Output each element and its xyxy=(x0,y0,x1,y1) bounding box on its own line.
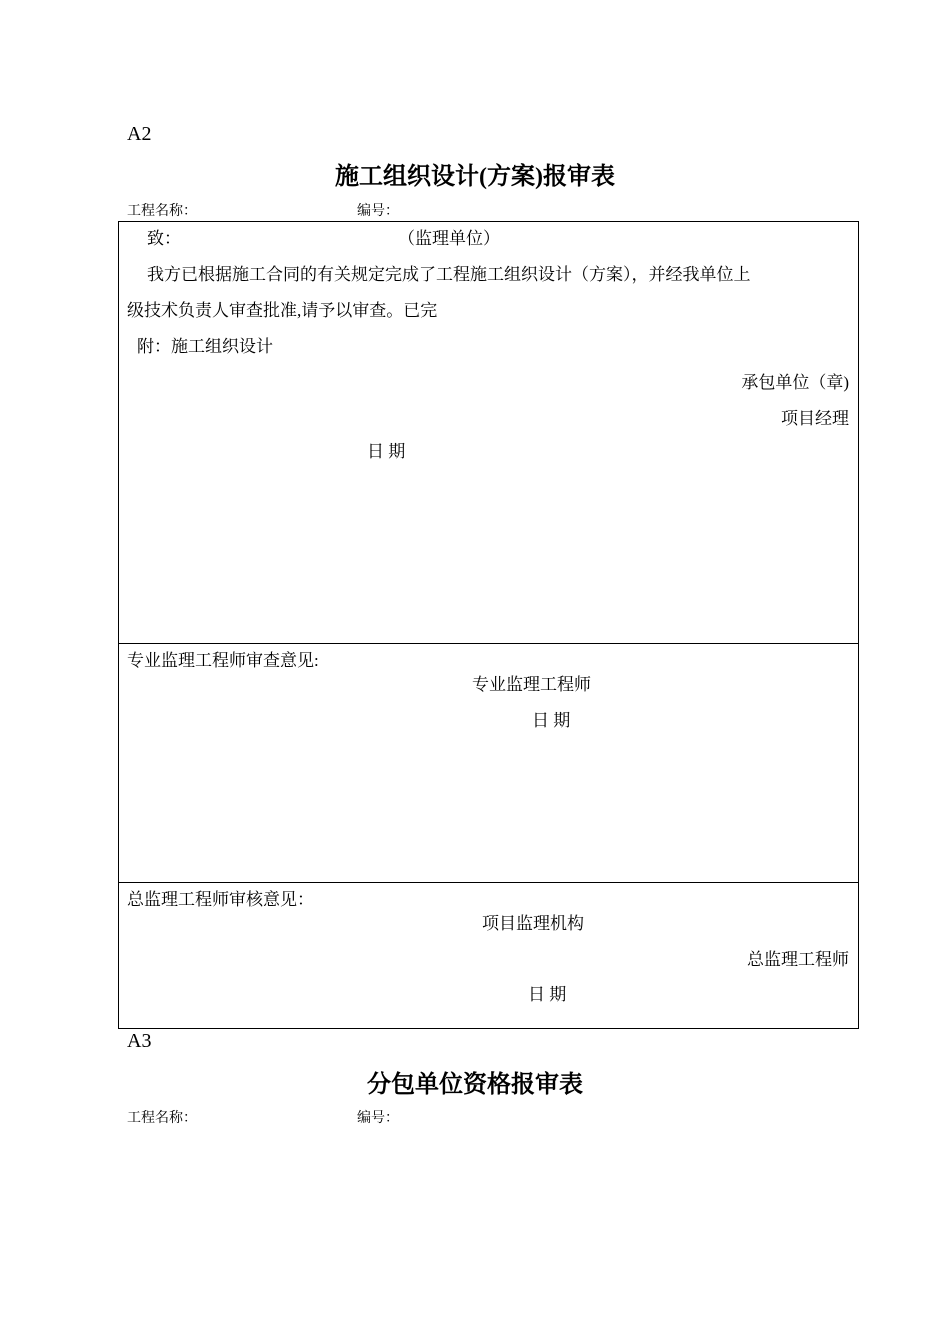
body-text-line-2: 级技术负责人审查批准,请予以审查。已完 xyxy=(127,301,438,320)
supervision-unit-label: （监理单位） xyxy=(398,229,500,248)
chief-review-heading: 总监理工程师审核意见： xyxy=(127,890,314,909)
engineer-review-heading: 专业监理工程师审查意见: xyxy=(127,651,319,670)
date-label-2: 日 期 xyxy=(532,711,571,730)
form-code-a3: A3 xyxy=(127,1030,152,1052)
project-name-label-a3: 工程名称： xyxy=(127,1111,197,1126)
contractor-seal-label: 承包单位（章) xyxy=(741,373,849,392)
form-title-a2: 施工组织设计(方案)报审表 xyxy=(335,164,615,190)
date-label-1: 日 期 xyxy=(367,442,406,461)
section-divider-2 xyxy=(118,882,859,883)
form-title-a3: 分包单位资格报审表 xyxy=(367,1072,583,1098)
number-label-a3: 编号： xyxy=(357,1111,399,1126)
supervision-org-label: 项目监理机构 xyxy=(482,914,584,933)
project-manager-label: 项目经理 xyxy=(781,409,849,428)
chief-engineer-label: 总监理工程师 xyxy=(747,950,849,969)
attachment-label: 附：施工组织设计 xyxy=(137,337,273,356)
project-name-label: 工程名称： xyxy=(127,204,197,219)
form-code-a2: A2 xyxy=(127,123,152,145)
date-label-3: 日 期 xyxy=(528,985,567,1004)
to-label: 致： xyxy=(147,229,181,248)
engineer-signature-label: 专业监理工程师 xyxy=(472,675,591,694)
body-text-line-1: 我方已根据施工合同的有关规定完成了工程施工组织设计（方案），并经我单位上 xyxy=(147,265,751,284)
number-label: 编号： xyxy=(357,204,399,219)
section-divider-1 xyxy=(118,643,859,644)
